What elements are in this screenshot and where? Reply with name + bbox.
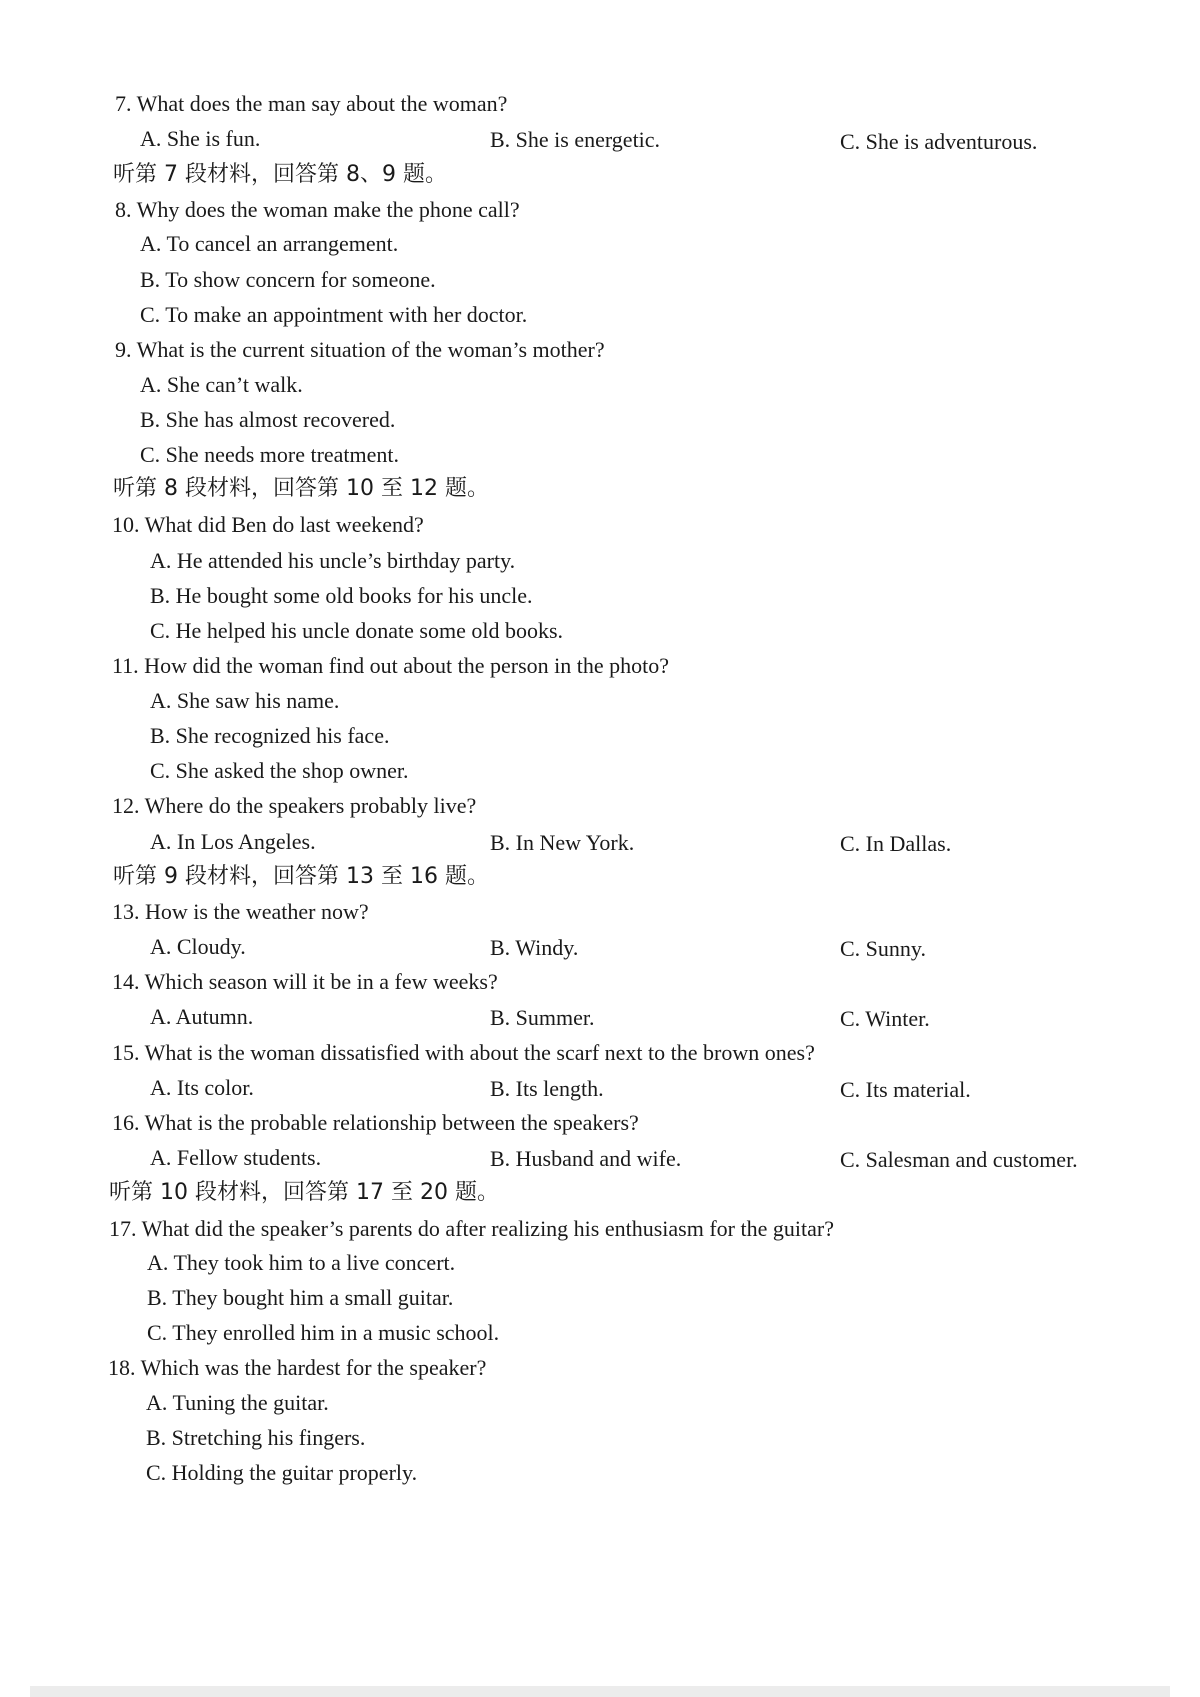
question-11-option-b: B. She recognized his face. (150, 723, 390, 748)
question-11-option-a: A. She saw his name. (150, 688, 340, 713)
question-7-option-b: B. She is energetic. (490, 127, 661, 152)
question-16-option-a: A. Fellow students. (150, 1145, 322, 1170)
question-12-option-a: A. In Los Angeles. (150, 829, 316, 854)
question-8-stem: 8. Why does the woman make the phone call? (115, 197, 520, 222)
question-14-option-c: C. Winter. (840, 1006, 930, 1031)
question-7-option-a: A. She is fun. (140, 126, 261, 151)
question-15-option-b: B. Its length. (490, 1076, 604, 1101)
question-16-stem: 16. What is the probable relationship between the speakers? (112, 1110, 639, 1135)
section-heading-9: 听第 9 段材料，回答第 13 至 16 题。 (113, 864, 489, 889)
question-13-stem: 13. How is the weather now? (112, 899, 369, 924)
question-12-option-c: C. In Dallas. (840, 831, 952, 856)
section-heading-10: 听第 10 段材料，回答第 17 至 20 题。 (109, 1180, 499, 1205)
question-10-option-c: C. He helped his uncle donate some old books. (150, 618, 564, 643)
page-bottom-band (30, 1686, 1170, 1697)
question-9-option-a: A. She can’t walk. (140, 372, 303, 397)
question-10-option-a: A. He attended his uncle’s birthday party. (150, 548, 516, 573)
question-9-option-c: C. She needs more treatment. (140, 442, 400, 467)
question-8-option-a: A. To cancel an arrangement. (140, 231, 399, 256)
question-14-option-b: B. Summer. (490, 1005, 595, 1030)
question-7-stem: 7. What does the man say about the woman? (115, 91, 508, 116)
section-heading-7: 听第 7 段材料，回答第 8、9 题。 (113, 162, 447, 187)
question-17-option-a: A. They took him to a live concert. (147, 1250, 456, 1275)
question-11-option-c: C. She asked the shop owner. (150, 758, 409, 783)
question-17-option-b: B. They bought him a small guitar. (147, 1285, 454, 1310)
question-18-option-b: B. Stretching his fingers. (146, 1425, 366, 1450)
question-8-option-b: B. To show concern for someone. (140, 267, 436, 292)
question-10-stem: 10. What did Ben do last weekend? (112, 512, 424, 537)
section-heading-8: 听第 8 段材料，回答第 10 至 12 题。 (113, 476, 489, 501)
question-8-option-c: C. To make an appointment with her doctor. (140, 302, 528, 327)
question-16-option-c: C. Salesman and customer. (840, 1147, 1078, 1172)
question-18-stem: 18. Which was the hardest for the speaker? (108, 1355, 487, 1380)
question-16-option-b: B. Husband and wife. (490, 1146, 682, 1171)
question-17-option-c: C. They enrolled him in a music school. (147, 1320, 500, 1345)
question-15-stem: 15. What is the woman dissatisfied with about the scarf next to the brown ones? (112, 1040, 815, 1065)
question-13-option-c: C. Sunny. (840, 936, 926, 961)
question-15-option-c: C. Its material. (840, 1077, 971, 1102)
question-14-option-a: A. Autumn. (150, 1004, 254, 1029)
question-12-option-b: B. In New York. (490, 830, 635, 855)
question-17-stem: 17. What did the speaker’s parents do after realizing his enthusiasm for the guitar? (109, 1216, 834, 1241)
question-13-option-b: B. Windy. (490, 935, 579, 960)
question-18-option-a: A. Tuning the guitar. (146, 1390, 329, 1415)
question-12-stem: 12. Where do the speakers probably live? (112, 793, 477, 818)
question-9-option-b: B. She has almost recovered. (140, 407, 396, 432)
question-9-stem: 9. What is the current situation of the woman’s mother? (115, 337, 605, 362)
question-7-option-c: C. She is adventurous. (840, 129, 1038, 154)
question-15-option-a: A. Its color. (150, 1075, 254, 1100)
question-13-option-a: A. Cloudy. (150, 934, 246, 959)
question-10-option-b: B. He bought some old books for his uncle. (150, 583, 533, 608)
question-11-stem: 11. How did the woman find out about the person in the photo? (112, 653, 670, 678)
question-14-stem: 14. Which season will it be in a few weeks? (112, 969, 498, 994)
question-18-option-c: C. Holding the guitar properly. (146, 1460, 418, 1485)
